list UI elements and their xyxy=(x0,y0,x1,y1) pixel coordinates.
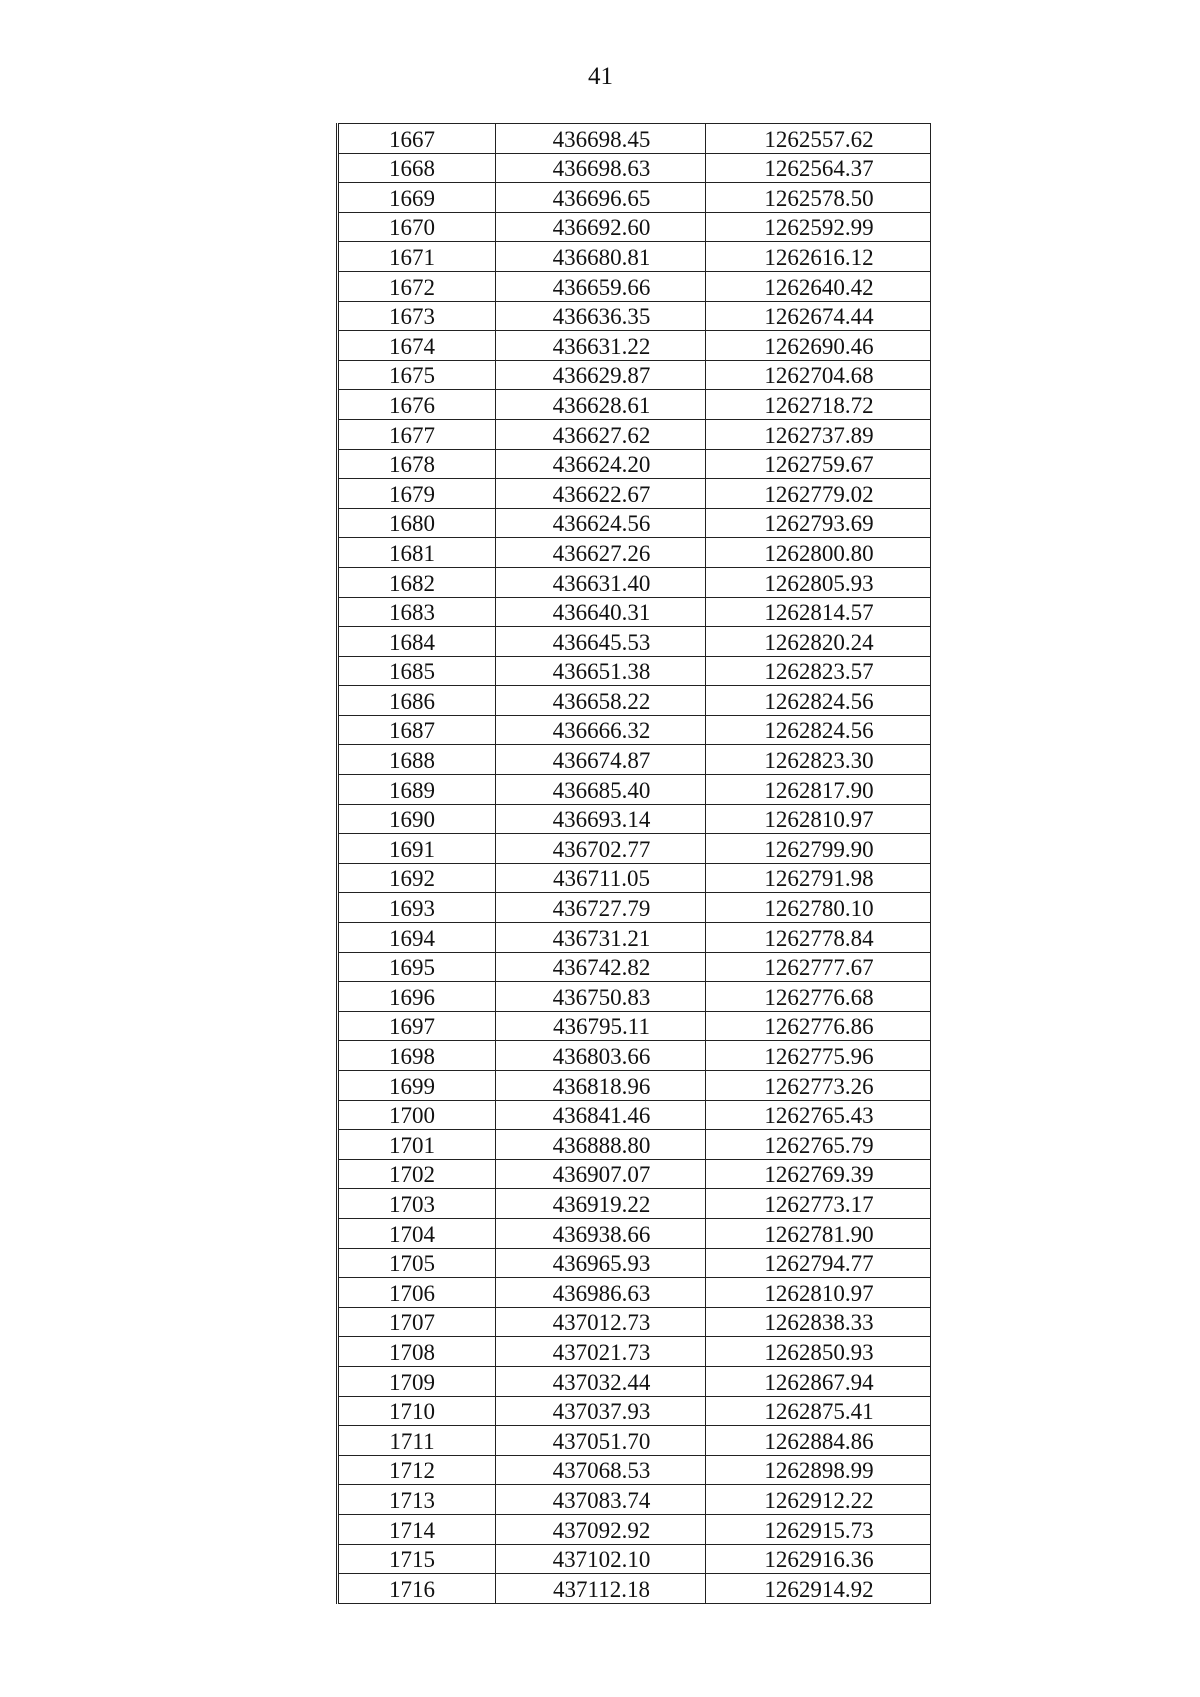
x-coordinate-cell: 436702.77 xyxy=(496,834,706,864)
x-coordinate-cell: 436636.35 xyxy=(496,301,706,331)
table-row xyxy=(338,923,931,953)
point-number-cell: 1700 xyxy=(338,1100,496,1130)
y-coordinate-cell: 1262778.84 xyxy=(706,923,931,953)
point-number-cell: 1676 xyxy=(338,390,496,420)
x-coordinate-cell: 436628.61 xyxy=(496,390,706,420)
point-number-cell: 1701 xyxy=(338,1130,496,1160)
table-row xyxy=(338,301,931,331)
y-coordinate-cell: 1262838.33 xyxy=(706,1307,931,1337)
table-row xyxy=(338,1337,931,1367)
y-coordinate-cell: 1262640.42 xyxy=(706,271,931,301)
point-number-cell: 1690 xyxy=(338,804,496,834)
y-coordinate-cell: 1262775.96 xyxy=(706,1041,931,1071)
y-coordinate-cell: 1262914.92 xyxy=(706,1574,931,1604)
table-row xyxy=(338,479,931,509)
table-row xyxy=(338,715,931,745)
x-coordinate-cell: 436627.62 xyxy=(496,419,706,449)
point-number-cell: 1699 xyxy=(338,1071,496,1101)
point-number-cell: 1682 xyxy=(338,567,496,597)
point-number-cell: 1713 xyxy=(338,1485,496,1515)
y-coordinate-cell: 1262780.10 xyxy=(706,893,931,923)
point-number-cell: 1698 xyxy=(338,1041,496,1071)
point-number-cell: 1703 xyxy=(338,1189,496,1219)
y-coordinate-cell: 1262557.62 xyxy=(706,124,931,154)
y-coordinate-cell: 1262810.97 xyxy=(706,1278,931,1308)
table-row xyxy=(338,1396,931,1426)
x-coordinate-cell: 436907.07 xyxy=(496,1159,706,1189)
table-row xyxy=(338,124,931,154)
table-row xyxy=(338,893,931,923)
y-coordinate-cell: 1262776.68 xyxy=(706,982,931,1012)
x-coordinate-cell: 436666.32 xyxy=(496,715,706,745)
y-coordinate-cell: 1262690.46 xyxy=(706,331,931,361)
table-row xyxy=(338,1189,931,1219)
point-number-cell: 1695 xyxy=(338,952,496,982)
x-coordinate-cell: 436685.40 xyxy=(496,775,706,805)
y-coordinate-cell: 1262800.80 xyxy=(706,538,931,568)
x-coordinate-cell: 437037.93 xyxy=(496,1396,706,1426)
table-row xyxy=(338,952,931,982)
point-number-cell: 1678 xyxy=(338,449,496,479)
point-number-cell: 1708 xyxy=(338,1337,496,1367)
x-coordinate-cell: 436624.20 xyxy=(496,449,706,479)
x-coordinate-cell: 437032.44 xyxy=(496,1366,706,1396)
x-coordinate-cell: 436698.63 xyxy=(496,153,706,183)
x-coordinate-cell: 436658.22 xyxy=(496,686,706,716)
table-row xyxy=(338,449,931,479)
table-row xyxy=(338,686,931,716)
y-coordinate-cell: 1262823.30 xyxy=(706,745,931,775)
x-coordinate-cell: 436750.83 xyxy=(496,982,706,1012)
table-row xyxy=(338,597,931,627)
table-row xyxy=(338,1544,931,1574)
x-coordinate-cell: 436919.22 xyxy=(496,1189,706,1219)
point-number-cell: 1692 xyxy=(338,863,496,893)
point-number-cell: 1716 xyxy=(338,1574,496,1604)
point-number-cell: 1705 xyxy=(338,1248,496,1278)
point-number-cell: 1671 xyxy=(338,242,496,272)
y-coordinate-cell: 1262850.93 xyxy=(706,1337,931,1367)
point-number-cell: 1710 xyxy=(338,1396,496,1426)
table-row xyxy=(338,656,931,686)
x-coordinate-cell: 436680.81 xyxy=(496,242,706,272)
table-row xyxy=(338,1100,931,1130)
x-coordinate-cell: 436692.60 xyxy=(496,212,706,242)
point-number-cell: 1670 xyxy=(338,212,496,242)
point-number-cell: 1693 xyxy=(338,893,496,923)
y-coordinate-cell: 1262793.69 xyxy=(706,508,931,538)
y-coordinate-cell: 1262777.67 xyxy=(706,952,931,982)
table-row xyxy=(338,1159,931,1189)
table-row xyxy=(338,834,931,864)
table-row xyxy=(338,1426,931,1456)
point-number-cell: 1709 xyxy=(338,1366,496,1396)
table-row xyxy=(338,538,931,568)
point-number-cell: 1706 xyxy=(338,1278,496,1308)
x-coordinate-cell: 437068.53 xyxy=(496,1455,706,1485)
y-coordinate-cell: 1262791.98 xyxy=(706,863,931,893)
point-number-cell: 1714 xyxy=(338,1514,496,1544)
point-number-cell: 1691 xyxy=(338,834,496,864)
x-coordinate-cell: 436986.63 xyxy=(496,1278,706,1308)
x-coordinate-cell: 436629.87 xyxy=(496,360,706,390)
table-row xyxy=(338,271,931,301)
table-row xyxy=(338,360,931,390)
page-number: 41 xyxy=(588,63,613,90)
point-number-cell: 1675 xyxy=(338,360,496,390)
point-number-cell: 1687 xyxy=(338,715,496,745)
y-coordinate-cell: 1262916.36 xyxy=(706,1544,931,1574)
y-coordinate-cell: 1262824.56 xyxy=(706,715,931,745)
table-row xyxy=(338,212,931,242)
y-coordinate-cell: 1262823.57 xyxy=(706,656,931,686)
point-number-cell: 1704 xyxy=(338,1218,496,1248)
y-coordinate-cell: 1262884.86 xyxy=(706,1426,931,1456)
point-number-cell: 1686 xyxy=(338,686,496,716)
x-coordinate-cell: 436803.66 xyxy=(496,1041,706,1071)
table-row xyxy=(338,1485,931,1515)
table-row xyxy=(338,1248,931,1278)
point-number-cell: 1685 xyxy=(338,656,496,686)
table-row xyxy=(338,627,931,657)
x-coordinate-cell: 437012.73 xyxy=(496,1307,706,1337)
x-coordinate-cell: 437021.73 xyxy=(496,1337,706,1367)
x-coordinate-cell: 436693.14 xyxy=(496,804,706,834)
x-coordinate-cell: 436696.65 xyxy=(496,183,706,213)
point-number-cell: 1702 xyxy=(338,1159,496,1189)
x-coordinate-cell: 436622.67 xyxy=(496,479,706,509)
y-coordinate-cell: 1262810.97 xyxy=(706,804,931,834)
point-number-cell: 1683 xyxy=(338,597,496,627)
point-number-cell: 1679 xyxy=(338,479,496,509)
table-row xyxy=(338,1011,931,1041)
table-row xyxy=(338,567,931,597)
x-coordinate-cell: 436965.93 xyxy=(496,1248,706,1278)
table-row xyxy=(338,1041,931,1071)
table-row xyxy=(338,982,931,1012)
x-coordinate-cell: 436727.79 xyxy=(496,893,706,923)
x-coordinate-cell: 436818.96 xyxy=(496,1071,706,1101)
x-coordinate-cell: 436631.22 xyxy=(496,331,706,361)
y-coordinate-cell: 1262776.86 xyxy=(706,1011,931,1041)
x-coordinate-cell: 437092.92 xyxy=(496,1514,706,1544)
x-coordinate-cell: 436731.21 xyxy=(496,923,706,953)
point-number-cell: 1689 xyxy=(338,775,496,805)
x-coordinate-cell: 437102.10 xyxy=(496,1544,706,1574)
table-row xyxy=(338,153,931,183)
table-row xyxy=(338,775,931,805)
x-coordinate-cell: 436631.40 xyxy=(496,567,706,597)
point-number-cell: 1668 xyxy=(338,153,496,183)
y-coordinate-cell: 1262799.90 xyxy=(706,834,931,864)
coordinates-table xyxy=(336,123,931,1604)
table-row xyxy=(338,1130,931,1160)
y-coordinate-cell: 1262912.22 xyxy=(706,1485,931,1515)
y-coordinate-cell: 1262824.56 xyxy=(706,686,931,716)
table-row xyxy=(338,1455,931,1485)
point-number-cell: 1707 xyxy=(338,1307,496,1337)
y-coordinate-cell: 1262769.39 xyxy=(706,1159,931,1189)
y-coordinate-cell: 1262592.99 xyxy=(706,212,931,242)
x-coordinate-cell: 436624.56 xyxy=(496,508,706,538)
x-coordinate-cell: 436742.82 xyxy=(496,952,706,982)
point-number-cell: 1684 xyxy=(338,627,496,657)
point-number-cell: 1672 xyxy=(338,271,496,301)
y-coordinate-cell: 1262820.24 xyxy=(706,627,931,657)
y-coordinate-cell: 1262773.26 xyxy=(706,1071,931,1101)
table-row xyxy=(338,508,931,538)
x-coordinate-cell: 436627.26 xyxy=(496,538,706,568)
y-coordinate-cell: 1262898.99 xyxy=(706,1455,931,1485)
y-coordinate-cell: 1262805.93 xyxy=(706,567,931,597)
x-coordinate-cell: 436651.38 xyxy=(496,656,706,686)
y-coordinate-cell: 1262765.79 xyxy=(706,1130,931,1160)
y-coordinate-cell: 1262794.77 xyxy=(706,1248,931,1278)
point-number-cell: 1674 xyxy=(338,331,496,361)
x-coordinate-cell: 437051.70 xyxy=(496,1426,706,1456)
point-number-cell: 1677 xyxy=(338,419,496,449)
y-coordinate-cell: 1262875.41 xyxy=(706,1396,931,1426)
y-coordinate-cell: 1262674.44 xyxy=(706,301,931,331)
x-coordinate-cell: 436841.46 xyxy=(496,1100,706,1130)
table-row xyxy=(338,1366,931,1396)
y-coordinate-cell: 1262814.57 xyxy=(706,597,931,627)
table-row xyxy=(338,419,931,449)
coordinates-table-body xyxy=(338,124,931,1604)
table-row xyxy=(338,242,931,272)
point-number-cell: 1673 xyxy=(338,301,496,331)
y-coordinate-cell: 1262718.72 xyxy=(706,390,931,420)
y-coordinate-cell: 1262867.94 xyxy=(706,1366,931,1396)
y-coordinate-cell: 1262737.89 xyxy=(706,419,931,449)
y-coordinate-cell: 1262915.73 xyxy=(706,1514,931,1544)
x-coordinate-cell: 436938.66 xyxy=(496,1218,706,1248)
point-number-cell: 1694 xyxy=(338,923,496,953)
x-coordinate-cell: 436711.05 xyxy=(496,863,706,893)
x-coordinate-cell: 437112.18 xyxy=(496,1574,706,1604)
x-coordinate-cell: 436698.45 xyxy=(496,124,706,154)
y-coordinate-cell: 1262759.67 xyxy=(706,449,931,479)
table-row xyxy=(338,1071,931,1101)
x-coordinate-cell: 436659.66 xyxy=(496,271,706,301)
table-row xyxy=(338,1574,931,1604)
y-coordinate-cell: 1262773.17 xyxy=(706,1189,931,1219)
y-coordinate-cell: 1262616.12 xyxy=(706,242,931,272)
point-number-cell: 1696 xyxy=(338,982,496,1012)
y-coordinate-cell: 1262817.90 xyxy=(706,775,931,805)
point-number-cell: 1712 xyxy=(338,1455,496,1485)
x-coordinate-cell: 436888.80 xyxy=(496,1130,706,1160)
table-row xyxy=(338,1218,931,1248)
table-row xyxy=(338,183,931,213)
y-coordinate-cell: 1262781.90 xyxy=(706,1218,931,1248)
point-number-cell: 1669 xyxy=(338,183,496,213)
x-coordinate-cell: 436645.53 xyxy=(496,627,706,657)
table-row xyxy=(338,804,931,834)
table-row xyxy=(338,331,931,361)
x-coordinate-cell: 436640.31 xyxy=(496,597,706,627)
point-number-cell: 1688 xyxy=(338,745,496,775)
table-row xyxy=(338,863,931,893)
point-number-cell: 1681 xyxy=(338,538,496,568)
point-number-cell: 1680 xyxy=(338,508,496,538)
x-coordinate-cell: 437083.74 xyxy=(496,1485,706,1515)
y-coordinate-cell: 1262564.37 xyxy=(706,153,931,183)
y-coordinate-cell: 1262704.68 xyxy=(706,360,931,390)
table-row xyxy=(338,1307,931,1337)
point-number-cell: 1711 xyxy=(338,1426,496,1456)
point-number-cell: 1667 xyxy=(338,124,496,154)
table-row xyxy=(338,1514,931,1544)
y-coordinate-cell: 1262779.02 xyxy=(706,479,931,509)
table-row xyxy=(338,1278,931,1308)
y-coordinate-cell: 1262578.50 xyxy=(706,183,931,213)
point-number-cell: 1715 xyxy=(338,1544,496,1574)
y-coordinate-cell: 1262765.43 xyxy=(706,1100,931,1130)
x-coordinate-cell: 436674.87 xyxy=(496,745,706,775)
table-row xyxy=(338,390,931,420)
point-number-cell: 1697 xyxy=(338,1011,496,1041)
x-coordinate-cell: 436795.11 xyxy=(496,1011,706,1041)
table-row xyxy=(338,745,931,775)
